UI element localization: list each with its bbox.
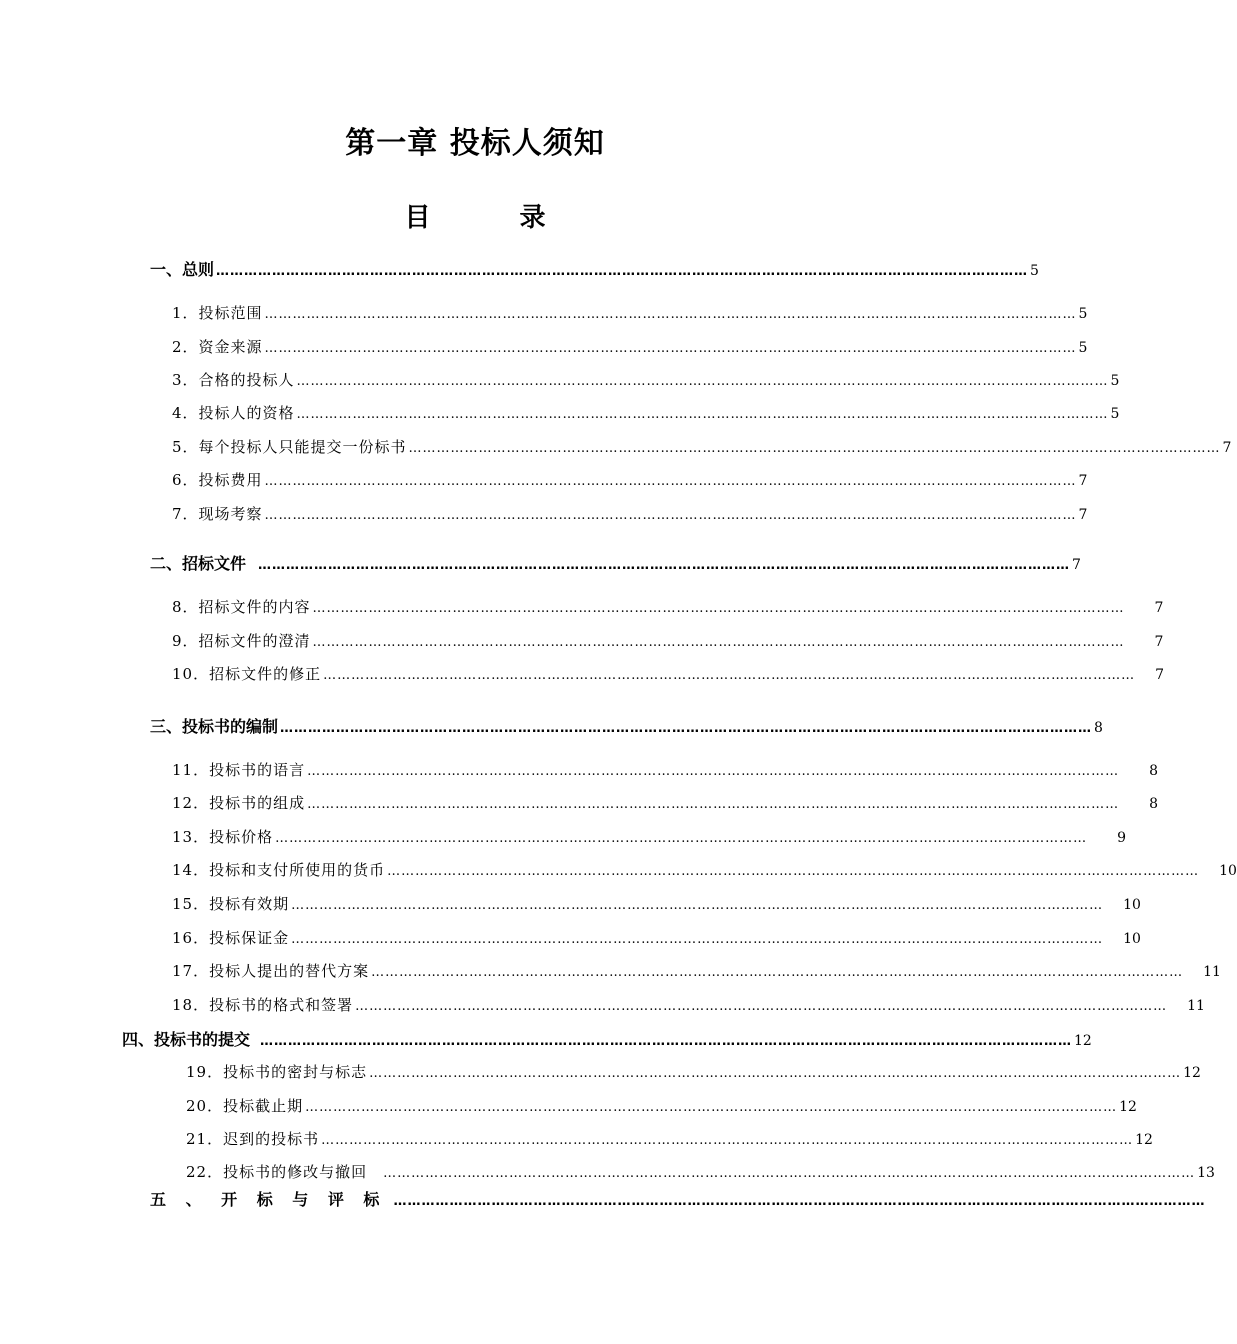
toc-leader: ………………………………………………………………………………………………………………………………………………………… [369,1066,1182,1081]
toc-item-label: 11．投标书的语言 [172,761,306,779]
toc-item-label: 10．招标文件的修正 [172,665,322,683]
toc-section[interactable] [150,257,1039,279]
toc-leader: ………………………………………………………………………………………………………………………………………………………… [296,374,1109,389]
toc-leader: ………………………………………………………………………………………………………………………………………………………… [258,558,1071,573]
toc-page-number: 7 [1154,634,1164,650]
toc-item[interactable] [186,1061,1201,1083]
toc-item[interactable] [172,596,1164,618]
toc-leader: ………………………………………………………………………………………………………………………………………………………… [355,999,1168,1014]
toc-page-number: 12 [1183,1065,1201,1081]
toc-item[interactable] [172,503,1088,525]
toc-item-label: 3．合格的投标人 [172,371,295,389]
toc-page-number: 8 [1149,796,1159,812]
toc-leader: ………………………………………………………………………………………………………………………………………………………… [307,764,1120,779]
toc-item-label: 17．投标人提出的替代方案 [172,962,370,980]
toc-item-label: 21．迟到的投标书 [186,1130,320,1148]
toc-item[interactable] [172,826,1127,848]
toc-section[interactable] [150,551,1081,573]
toc-item-label: 4．投标人的资格 [172,404,295,422]
toc-leader: ………………………………………………………………………………………………………………………………………………………… [323,668,1136,683]
toc-item[interactable] [172,436,1232,458]
toc-item-label: 18．投标书的格式和签署 [172,996,354,1014]
toc-leader: ………………………………………………………………………………………………………………………………………………………… [260,1034,1073,1049]
toc-leader: ………………………………………………………………………………………………………………………………………………………… [387,864,1200,879]
toc-leader: ………………………………………………………………………………………………………………………………………………………… [280,721,1093,736]
toc-item[interactable] [186,1095,1137,1117]
toc-leader: ………………………………………………………………………………………………………………………………………………………… [383,1166,1196,1181]
toc-leader: ………………………………………………………………………………………………………………………………………………………… [291,898,1104,913]
toc-item[interactable] [172,960,1221,982]
toc-page-number: 13 [1197,1165,1215,1181]
toc-item[interactable] [172,859,1237,881]
toc-page-number: 12 [1074,1033,1092,1049]
toc-item-label: 12．投标书的组成 [172,794,306,812]
toc-item-label: 14．投标和支付所使用的货币 [172,861,386,879]
toc-item[interactable] [172,336,1088,358]
toc-item[interactable] [186,1161,1215,1183]
toc-page-number: 9 [1117,830,1127,846]
toc-item-label: 19．投标书的密封与标志 [186,1063,368,1081]
toc-item-label: 20．投标截止期 [186,1097,304,1115]
toc-page-number: 5 [1078,340,1088,356]
toc-leader: ………………………………………………………………………………………………………………………………………………………… [307,797,1120,812]
toc-item[interactable] [172,893,1141,915]
toc-leader: ………………………………………………………………………………………………………………………………………………………… [312,601,1125,616]
toc-page-number: 7 [1072,557,1081,573]
toc-item[interactable] [172,469,1088,491]
toc-leader: ………………………………………………………………………………………………………………………………………………………… [264,341,1077,356]
toc-leader: ………………………………………………………………………………………………………………………………………………………… [264,307,1077,322]
toc-page-number: 5 [1030,263,1039,279]
toc-page-number: 11 [1187,998,1205,1014]
toc-item[interactable] [172,402,1120,424]
toc-leader: ………………………………………………………………………………………………………………………………………………………… [296,407,1109,422]
toc-page-number: 10 [1219,863,1237,879]
toc-section-label: 四、投标书的提交 [122,1030,251,1049]
toc-page-number: 10 [1123,931,1141,947]
toc-leader: ………………………………………………………………………………………………………………………………………………………… [305,1100,1118,1115]
toc-leader: ………………………………………………………………………………………………………………………………………………………… [216,264,1029,279]
toc-leader: ………………………………………………………………………………………………………………………………………………………… [393,1194,1206,1209]
toc-leader: ………………………………………………………………………………………………………………………………………………………… [264,474,1077,489]
toc-page-number: 8 [1094,720,1103,736]
toc-item-label: 7．现场考察 [172,505,263,523]
toc-page-number: 7 [1222,440,1232,456]
toc-item[interactable] [172,369,1120,391]
toc-section-label: 一、总则 [150,260,215,279]
toc-section[interactable] [122,1027,1092,1049]
toc-leader: ………………………………………………………………………………………………………………………………………………………… [264,508,1077,523]
toc-page-number: 7 [1078,473,1088,489]
toc-section-label: 三、投标书的编制 [150,717,279,736]
toc-page-number: 5 [1110,373,1120,389]
toc-item[interactable] [172,927,1141,949]
toc-section[interactable] [150,1187,1206,1209]
toc-page-number: 7 [1078,507,1088,523]
toc-page-number: 12 [1135,1132,1153,1148]
toc-page-number: 5 [1110,406,1120,422]
toc-leader: ………………………………………………………………………………………………………………………………………………………… [312,635,1125,650]
toc-leader: ………………………………………………………………………………………………………………………………………………………… [408,441,1221,456]
toc-item-label: 5．每个投标人只能提交一份标书 [172,438,407,456]
toc-item-label: 9．招标文件的澄清 [172,632,311,650]
toc-heading: 目 录 [404,203,546,233]
toc-item[interactable] [172,759,1159,781]
toc-page-number: 11 [1203,964,1221,980]
toc-item-label: 16．投标保证金 [172,929,290,947]
toc-item[interactable] [172,663,1165,685]
toc-leader: ………………………………………………………………………………………………………………………………………………………… [371,965,1184,980]
toc-item[interactable] [172,994,1205,1016]
toc-leader: ………………………………………………………………………………………………………………………………………………………… [321,1133,1134,1148]
toc-leader: ………………………………………………………………………………………………………………………………………………………… [275,831,1088,846]
chapter-title: 第一章 投标人须知 [345,126,605,161]
toc-item-label: 22．投标书的修改与撤回 [186,1163,368,1181]
toc-item-label: 1．投标范围 [172,304,263,322]
toc-leader: ………………………………………………………………………………………………………………………………………………………… [291,932,1104,947]
toc-page-number: 12 [1119,1099,1137,1115]
toc-item[interactable] [172,302,1088,324]
toc-page-number: 10 [1123,897,1141,913]
toc-page-number: 7 [1154,600,1164,616]
toc-item[interactable] [172,792,1159,814]
toc-item[interactable] [172,630,1164,652]
toc-item[interactable] [186,1128,1153,1150]
toc-page-number: 8 [1149,763,1159,779]
toc-section-label: 二、招标文件 [150,554,247,573]
toc-page-number: 7 [1155,667,1165,683]
toc-item-label: 8．招标文件的内容 [172,598,311,616]
toc-item-label: 6．投标费用 [172,471,263,489]
toc-section[interactable] [150,714,1103,736]
toc-page-number: 5 [1078,306,1088,322]
toc-section-label: 五 、 开 标 与 评 标 [150,1190,380,1209]
toc-item-label: 13．投标价格 [172,828,274,846]
toc-item-label: 2．资金来源 [172,338,263,356]
toc-item-label: 15．投标有效期 [172,895,290,913]
